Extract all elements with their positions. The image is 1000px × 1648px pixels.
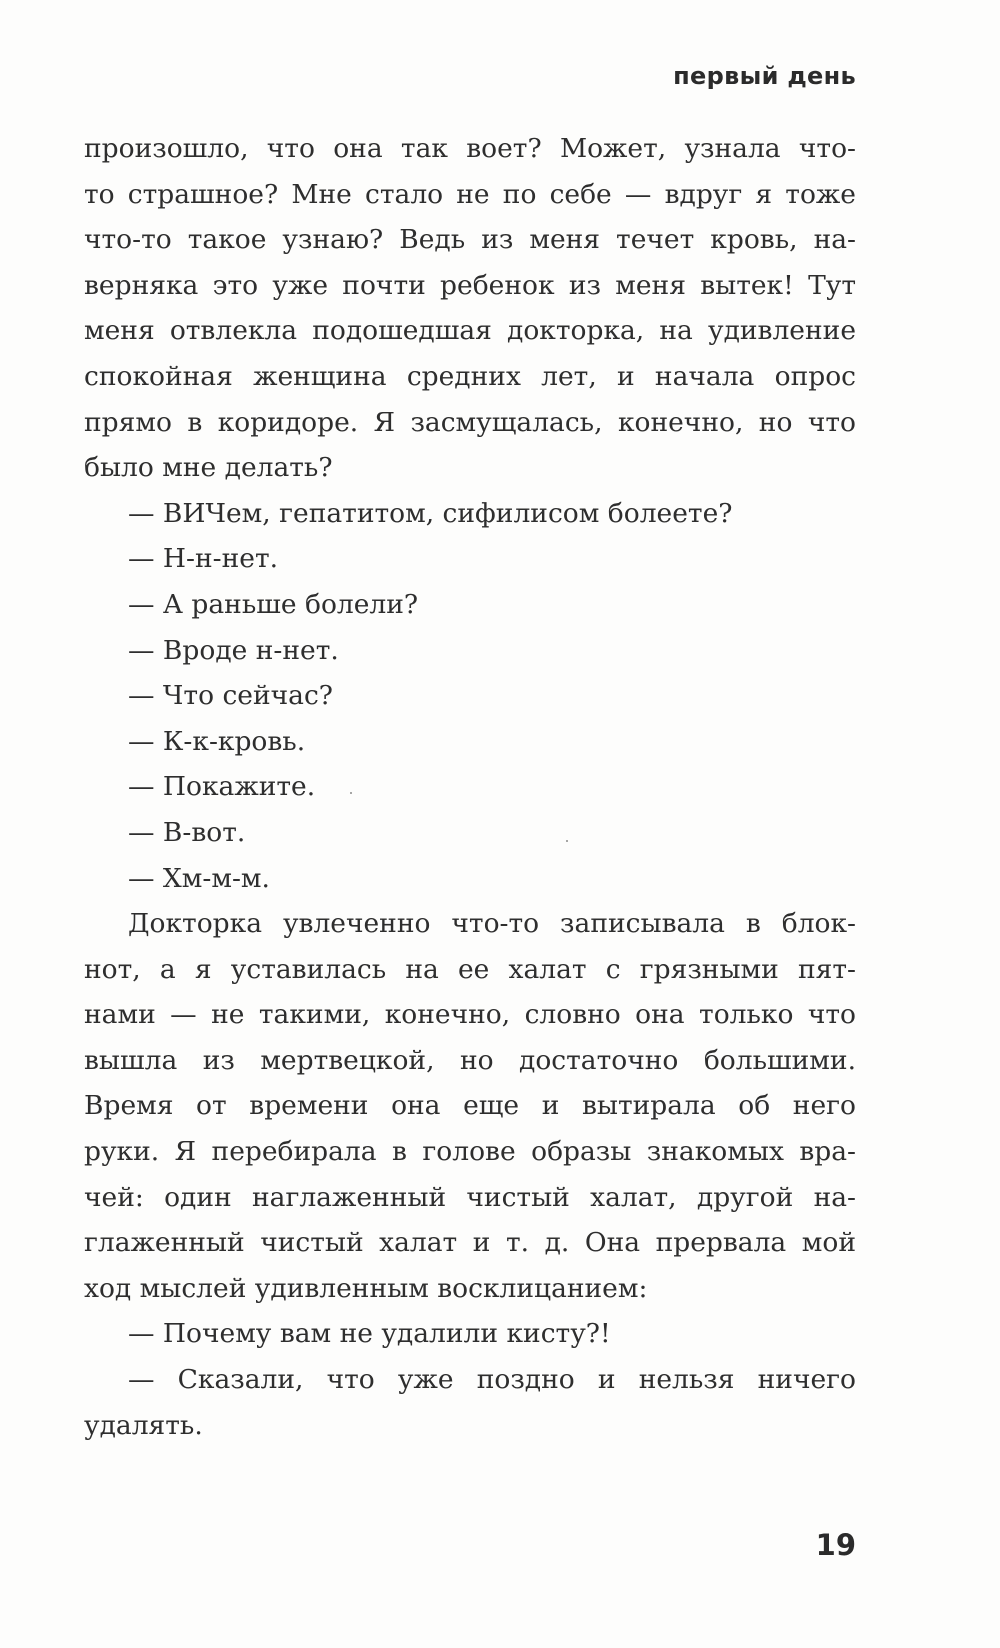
dialogue-line: — К-к-кровь.: [128, 725, 306, 757]
text-line: нами — не такими, конечно, словно она только что: [84, 999, 856, 1031]
text-line: ход мыслей удивленным восклицанием:: [84, 1272, 648, 1304]
dialogue-line: — Что сейчас?: [128, 680, 333, 712]
dialogue-line: — Покажите.: [128, 771, 316, 803]
text-line: меня отвлекла подошедшая докторка, на удивление: [84, 315, 856, 347]
text-line: чей: один наглаженный чистый халат, другой на-: [84, 1181, 856, 1213]
text-line: глаженный чистый халат и т. д. Она прервала мой: [84, 1227, 856, 1259]
dialogue-line: — Хм-м-м.: [128, 862, 270, 894]
body-text: [84, 126, 856, 1448]
dialogue-line: — Сказали, что уже поздно и нельзя ничего: [128, 1364, 856, 1396]
running-head: первый день: [673, 62, 856, 90]
text-line: произошло, что она так воет? Может, узнала что-: [84, 133, 856, 164]
text-line: прямо в коридоре. Я засмущалась, конечно, но что: [84, 406, 856, 438]
dialogue-line: — Почему вам не удалили кисту?!: [128, 1318, 611, 1350]
dialogue-line: — В-вот.: [128, 816, 246, 848]
text-line: удалять.: [84, 1409, 203, 1441]
text-line: нот, а я уставилась на ее халат с грязными пят-: [84, 953, 856, 985]
text-line: Время от времени она еще и вытирала об него: [84, 1090, 856, 1122]
text-line: то страшное? Мне стало не по себе — вдруг я тоже: [84, 178, 856, 210]
dialogue-line: — А раньше болели?: [128, 588, 419, 620]
text-line: Докторка увлеченно что-то записывала в блок-: [128, 908, 856, 940]
page-number: 19: [815, 1528, 856, 1562]
dialogue-line: — ВИЧем, гепатитом, сифилисом болеете?: [128, 497, 733, 529]
text-line: было мне делать?: [84, 452, 333, 484]
text-line: вышла из мертвецкой, но достаточно большими.: [84, 1044, 856, 1076]
text-line: что-то такое узнаю? Ведь из меня течет кровь, на-: [84, 224, 856, 256]
text-line: верняка это уже почти ребенок из меня вытек! Тут: [84, 269, 856, 301]
print-speck: [350, 792, 352, 794]
text-line: спокойная женщина средних лет, и начала опрос: [84, 360, 856, 392]
print-speck: [566, 840, 568, 842]
dialogue-line: — Вроде н-нет.: [128, 634, 339, 666]
text-line: руки. Я перебирала в голове образы знакомых вра-: [84, 1136, 856, 1168]
dialogue-line: — Н-н-нет.: [128, 543, 279, 575]
